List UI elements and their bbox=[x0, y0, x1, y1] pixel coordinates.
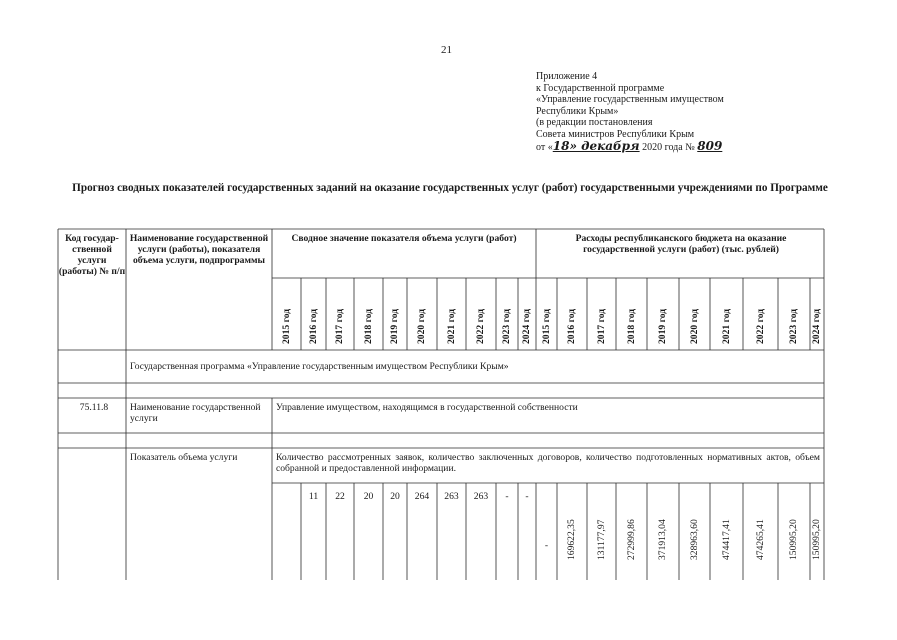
date-prefix: от « bbox=[536, 141, 553, 153]
page-number: 21 bbox=[441, 44, 452, 56]
handwritten-date: 18» декабря bbox=[552, 138, 640, 153]
volume-value: 20 bbox=[390, 491, 400, 502]
header-name: Наименование государственной услуги (работы), показателя объема услуги, подпрограммы bbox=[129, 233, 269, 266]
service-value: Управление имуществом, находящимся в государственной собственности bbox=[276, 402, 578, 413]
expense-year-label: 2016 год bbox=[566, 308, 577, 344]
expense-value: 272999,86 bbox=[625, 519, 637, 560]
expense-value: - bbox=[544, 540, 549, 551]
expense-value: 328963,60 bbox=[688, 519, 700, 560]
header-code: Код государ-ственной услуги (работы) № п/п bbox=[58, 233, 126, 277]
program-row: Государственная программа «Управление государственным имуществом Республики Крым» bbox=[130, 361, 509, 372]
header-expense: Расходы республиканского бюджета на оказание государственной услуги (работ) (тыс. рублей) bbox=[575, 233, 787, 255]
expense-year-label: 2019 год bbox=[657, 308, 668, 344]
volume-year-label: 2020 год bbox=[416, 308, 427, 344]
volume-year-label: 2024 год bbox=[521, 308, 532, 344]
appendix-line: Совета министров Республики Крым bbox=[536, 128, 695, 140]
expense-value: 131177,97 bbox=[595, 519, 607, 560]
appendix-block bbox=[536, 71, 724, 153]
volume-value: - bbox=[505, 491, 509, 502]
expense-year-label: 2021 год bbox=[720, 308, 732, 344]
document-title: Прогноз сводных показателей государственных заданий на оказание государственных услуг (работ) государственными учреждениями по Программе bbox=[72, 182, 828, 194]
appendix-line: (в редакции постановления bbox=[536, 117, 653, 129]
volume-year-label: 2022 год bbox=[475, 308, 486, 344]
expense-value: 150995,20 bbox=[811, 519, 822, 560]
expense-year-label: 2022 год bbox=[754, 308, 766, 344]
expense-year-label: 2020 год bbox=[688, 308, 700, 344]
volume-value: 263 bbox=[444, 491, 459, 502]
volume-value: - bbox=[525, 491, 529, 502]
expense-year-label: 2024 год bbox=[811, 308, 822, 344]
volume-year-label: 2017 год bbox=[334, 308, 345, 344]
handwritten-number: 809 bbox=[697, 138, 723, 153]
volume-value: 11 bbox=[308, 491, 319, 502]
volume-year-label: 2023 год bbox=[501, 308, 512, 344]
volume-value: 263 bbox=[473, 491, 489, 502]
expense-value: 474417,41 bbox=[720, 519, 732, 560]
volume-year-label: 2019 год bbox=[389, 308, 400, 344]
expense-year-label: 2018 год bbox=[625, 308, 637, 344]
service-code: 75.11.8 bbox=[79, 402, 109, 413]
volume-year-label: 2018 год bbox=[362, 308, 374, 344]
expense-value: 150995,20 bbox=[788, 519, 799, 560]
volume-value: 22 bbox=[335, 491, 345, 502]
indicator-label: Показатель объема услуги bbox=[130, 452, 238, 463]
volume-year-label: 2015 год bbox=[280, 308, 292, 344]
volume-year-label: 2016 год bbox=[307, 308, 319, 344]
date-mid: 2020 года № bbox=[639, 141, 698, 153]
appendix-line: к Государственной программе bbox=[536, 82, 665, 94]
expense-value: 474265,41 bbox=[754, 519, 766, 560]
service-label: Наименование государственной услуги bbox=[130, 402, 261, 424]
appendix-line: «Управление государственным имуществом bbox=[536, 94, 724, 106]
expense-year-label: 2015 год bbox=[540, 308, 552, 344]
volume-year-label: 2021 год bbox=[445, 308, 457, 344]
header-volume: Сводное значение показателя объема услуги (работ) bbox=[291, 233, 517, 244]
expense-value: 371913,04 bbox=[657, 519, 668, 560]
appendix-date-line bbox=[536, 138, 724, 154]
expense-year-label: 2017 год bbox=[595, 308, 607, 344]
appendix-line: Республики Крым» bbox=[536, 105, 619, 117]
volume-value: 264 bbox=[414, 491, 430, 502]
appendix-line: Приложение 4 bbox=[536, 71, 598, 82]
expense-year-label: 2023 год bbox=[788, 308, 799, 344]
expense-value: 169622,35 bbox=[566, 519, 577, 560]
indicator-value: Количество рассмотренных заявок, количество заключенных договоров, количество подготовленных нормативных актов, объем собранной и предоставленной информации. bbox=[276, 452, 820, 474]
volume-value: 20 bbox=[363, 491, 374, 502]
